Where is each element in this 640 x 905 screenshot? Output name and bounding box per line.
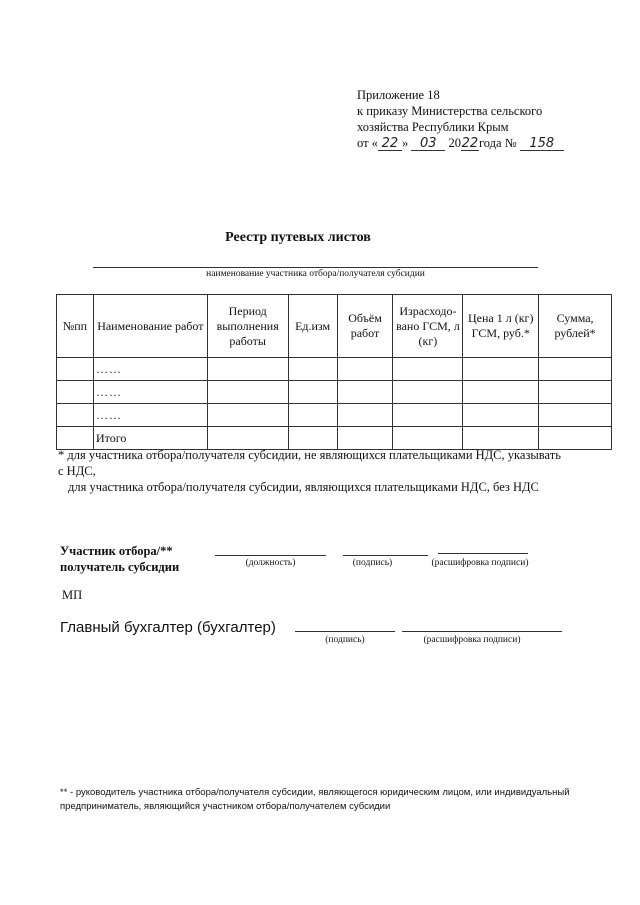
table-cell [539, 381, 612, 404]
col-header-work-name: Наименование работ [93, 295, 207, 358]
col-header-volume: Объём работ [337, 295, 393, 358]
page-title-wrap [0, 228, 640, 246]
chief-accountant-label: Главный бухгалтер (бухгалтер) [60, 619, 276, 636]
date-year-suffix: 22 [461, 136, 479, 151]
table-cell [539, 358, 612, 381]
table-cell [393, 358, 463, 381]
col-header-number: №пп [57, 295, 94, 358]
table-cell [57, 358, 94, 381]
position-line [215, 555, 326, 556]
table-cell [57, 381, 94, 404]
table-cell [207, 381, 288, 404]
footnote: ** - руководитель участника отбора/получателя субсидии, являющегося юридическим лицом, или индивидуальный предприниматель, являющийся участником отбора/получателем субсидии [60, 787, 570, 812]
date-from-label: от « [357, 136, 378, 150]
table-cell [288, 381, 337, 404]
org-name-caption: наименование участника отбора/получателя субсидии [206, 269, 425, 279]
table-cell [288, 404, 337, 427]
chief-signature-caption: (подпись) [325, 635, 365, 645]
appendix-block [357, 87, 564, 151]
table-cell [463, 358, 539, 381]
participant-label-line1: Участник отбора/** [60, 544, 173, 558]
col-header-fuel-spent: Израсходо-вано ГСМ, л (кг) [393, 295, 463, 358]
position-caption: (должность) [245, 558, 296, 568]
decode-line [438, 553, 528, 554]
signature-caption: (подпись) [352, 558, 393, 568]
table-cell [463, 404, 539, 427]
table-cell [463, 381, 539, 404]
table-cell: …… [93, 381, 207, 404]
appendix-date-line [357, 135, 564, 151]
signature-line [343, 555, 428, 556]
date-day: 22 [378, 137, 402, 151]
appendix-order-ref: к приказу Министерства сельского [357, 104, 543, 118]
table-cell [539, 404, 612, 427]
stamp-place: МП [62, 588, 83, 602]
date-year-prefix: 20 [448, 136, 461, 150]
chief-signature-line [295, 631, 395, 632]
org-name-line [93, 267, 538, 268]
page-title: Реестр путевых листов [225, 230, 371, 245]
table-cell [337, 404, 393, 427]
vat-notes [58, 447, 618, 495]
table-header-row [57, 295, 612, 358]
decode-caption: (расшифровка подписи) [431, 558, 529, 568]
date-year-label: года [478, 136, 502, 150]
table-cell [207, 404, 288, 427]
vat-note-line2: с НДС, [58, 464, 96, 478]
col-header-period: Период выполнения работы [207, 295, 288, 358]
table-cell [393, 381, 463, 404]
table-cell [57, 404, 94, 427]
table-cell [207, 358, 288, 381]
appendix-ministry: хозяйства Республики Крым [357, 120, 509, 134]
register-table [56, 294, 612, 450]
table-cell [337, 381, 393, 404]
table-cell: …… [93, 404, 207, 427]
date-month: 03 [411, 137, 445, 151]
appendix-title: Приложение 18 [357, 88, 440, 102]
table-cell: …… [93, 358, 207, 381]
total-label: Итого [93, 427, 207, 450]
table-cell [288, 358, 337, 381]
table-row [57, 358, 612, 381]
table-row [57, 381, 612, 404]
vat-note-line3: для участника отбора/получателя субсидии, являющихся плательщиками НДС, без НДС [68, 480, 539, 494]
chief-decode-line [402, 631, 562, 632]
table-cell [337, 358, 393, 381]
col-header-unit: Ед.изм [288, 295, 337, 358]
col-header-price: Цена 1 л (кг) ГСМ, руб.* [463, 295, 539, 358]
date-day-close: » [401, 136, 409, 150]
chief-decode-caption: (расшифровка подписи) [423, 635, 521, 645]
col-header-sum: Сумма, рублей* [539, 295, 612, 358]
table-cell [393, 404, 463, 427]
participant-label-line2: получатель субсидии [60, 560, 180, 574]
order-number: 158 [520, 137, 564, 151]
participant-label [60, 543, 179, 575]
number-label: № [504, 136, 517, 150]
table-row [57, 404, 612, 427]
vat-note-line1: * для участника отбора/получателя субсидии, не являющихся плательщиками НДС, указывать [58, 448, 561, 462]
